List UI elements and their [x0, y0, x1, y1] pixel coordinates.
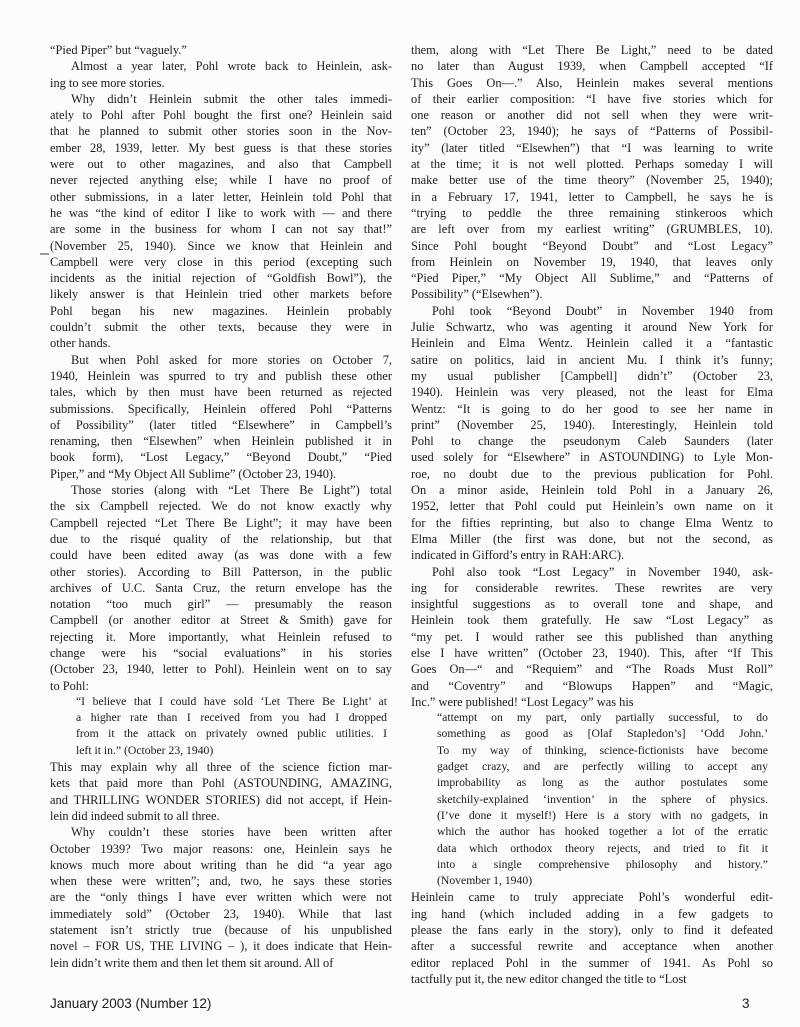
text-line: (I’ve done it myself!) Here is a story with no gadgets, in	[437, 808, 768, 822]
text-line: Heinlein and Elma Wentz. Heinlein called it a “fantastic	[411, 336, 773, 351]
text-line: data which orthodox theory rejects, and tried to fit it	[437, 841, 768, 855]
text-line: Campbell rejected “Let There Be Light”; it may have been	[50, 515, 392, 530]
text-line: satire on politics, laid in ancient Mu. I think it’s funny;	[411, 352, 773, 367]
text-line: one reason or another did not sell when they were writ-	[411, 108, 773, 123]
text-line: after a successful rewrite and acceptance when another	[411, 939, 773, 954]
text-line: he was “the kind of editor I like to work with — and there	[50, 205, 392, 220]
text-line: On a minor aside, Heinlein told Pohl in a January 26,	[411, 483, 773, 498]
paragraph	[50, 91, 392, 352]
text-line: change were his “social evaluations” in his stories	[50, 645, 392, 660]
text-line: kets that paid more than Pohl (ASTOUNDING, AMAZING,	[50, 776, 392, 791]
text-line: Wentz: “It is going to do her good to see her name in	[411, 401, 773, 416]
text-line: ten” (October 23, 1940); he says of “Patterns of Possibil-	[411, 124, 773, 139]
text-line: Possibility” (“Elsewhen”).	[411, 287, 543, 302]
text-line: To my way of thinking, science-fictionists have become	[437, 743, 768, 757]
text-line: make better use of the time theory” (November 25, 1940);	[411, 173, 773, 188]
text-line: into a single comprehensive philosophy and history.”	[437, 857, 768, 871]
text-line: due to the risqué quality of the relationship, but that	[50, 531, 392, 546]
text-line: roe, no doubt due to the previous publication for Pohl.	[411, 466, 773, 481]
text-line: Pohl also took “Lost Legacy” in November 1940, ask-	[432, 564, 773, 579]
paragraph	[50, 759, 392, 824]
text-line: Inc.” were published! “Lost Legacy” was his	[411, 694, 634, 709]
text-line: This may explain why all three of the science fiction mar-	[50, 760, 392, 775]
text-line: submissions. Specifically, Heinlein offered Pohl “Patterns	[50, 401, 392, 416]
text-line: couldn’t submit the other texts, because they were in	[50, 320, 392, 335]
text-line: insightful suggestions as to overall tone and shape, and	[411, 597, 773, 612]
text-line: Why didn’t Heinlein submit the other tales immedi-	[71, 91, 392, 106]
text-line: Heinlein came to truly appreciate Pohl’s wonderful edit-	[411, 890, 773, 905]
text-line: that he planned to submit other stories soon in the Nov-	[50, 124, 392, 139]
text-line: tactfully put it, the new editor changed the title to “Lost	[411, 971, 687, 986]
text-line: Elma Miller (the first was done, but not the second, as	[411, 531, 773, 546]
text-line: October 1939? Two major reasons: one, Heinlein says he	[50, 841, 392, 856]
paragraph	[50, 352, 392, 482]
footer-page-number: 3	[742, 996, 750, 1011]
text-line: when these were written”; and, two, he says these stories	[50, 874, 392, 889]
text-line: no later than August 1939, when Campbell accepted “If	[411, 59, 773, 74]
paragraph	[50, 824, 392, 971]
block-quote	[50, 694, 392, 759]
text-line: rejecting it. More importantly, what Heinlein refused to	[50, 629, 392, 644]
text-line: “I believe that I could have sold ‘Let There Be Light’ at	[76, 694, 387, 708]
text-line: renaming, then “Elsewhen” when Heinlein published it in	[50, 434, 392, 449]
text-line: immediately sold” (October 23, 1940). While that last	[50, 906, 392, 921]
text-line: Campbell were very close in this period (excepting such	[50, 254, 392, 269]
text-line: and “Coventry” and “Blowups Happen” and “Magic,	[411, 678, 773, 693]
text-line: for the fifties reprinting, but also to change Elma Wentz to	[411, 515, 773, 530]
text-line: ing hand (which included adding in a few gadgets to	[411, 906, 773, 921]
text-line: Pohl began his new magazines. Heinlein probably	[50, 303, 392, 318]
text-line: (November 25, 1940). Since we know that Heinlein and	[50, 238, 392, 253]
text-line: 1940). Heinlein was very pleased, not the least for Elma	[411, 385, 773, 400]
text-line: Almost a year later, Pohl wrote back to Heinlein, ask-	[71, 59, 392, 74]
text-line: could have been edited away (as was done with a few	[50, 548, 392, 563]
paragraph	[411, 564, 773, 711]
text-line: of their earlier composition: “I have five stories which for	[411, 91, 773, 106]
text-line: ember 28, 1939, letter. My best guess is that these stories	[50, 140, 392, 155]
text-line: indicated in Gifford’s entry in RAH:ARC).	[411, 548, 625, 563]
text-line: Goes On—“ and “Requiem” and “The Roads Must Roll”	[411, 662, 773, 677]
text-line: were out to other magazines, and also that Campbell	[50, 157, 392, 172]
text-line: (October 23, 1940, letter to Pohl). Heinlein went on to say	[50, 662, 392, 677]
footer-issue-date: January 2003 (Number 12)	[50, 996, 212, 1011]
left-text-column	[50, 42, 392, 971]
text-line: ately to Pohl after Pohl bought the first one? Heinlein said	[50, 108, 392, 123]
text-line: Since Pohl bought “Beyond Doubt” and “Lost Legacy”	[411, 238, 773, 253]
text-line: improbability as long as the author postulates some	[437, 776, 768, 790]
text-line: Heinlein took them gratefully. He saw “Lost Legacy” as	[411, 613, 773, 628]
text-line: at the time; it is not well plotted. Perhaps someday I will	[411, 157, 773, 172]
text-line: other stories). According to Bill Patterson, in the public	[50, 564, 392, 579]
text-line: Pohl took “Beyond Doubt” in November 1940 from	[432, 303, 773, 318]
text-line: This Goes On—.” Also, Heinlein makes several mentions	[411, 75, 773, 90]
text-line: print” (November 25, 1940). Interestingly, Heinlein told	[411, 417, 773, 432]
text-line: are some in the business for whom I can not say that!”	[50, 222, 392, 237]
text-line: are left over from my earliest writing” (GRUMBLES, 10).	[411, 222, 773, 237]
text-line: likely answer is that Heinlein tried other markets before	[50, 287, 392, 302]
text-line: book form), “Lost Legacy,” “Beyond Doubt,” “Pied	[50, 450, 392, 465]
text-line: gadget crazy, and are perfectly willing to accept any	[437, 760, 768, 774]
text-line: tales, which by then must have been returned as rejected	[50, 385, 392, 400]
text-line: please the fans early in the story), only to find it defeated	[411, 923, 773, 938]
text-line: ity” (later titled “Elsewhen”) that “I was learning to write	[411, 140, 773, 155]
text-line: lein didn’t write them and then let them sit around. All of	[50, 955, 334, 970]
text-line: else I have written” (October 23, 1940). This, after “If This	[411, 645, 773, 660]
text-line: are the “only things I have ever written which were not	[50, 890, 392, 905]
text-line: to Pohl:	[50, 678, 89, 693]
text-line: “attempt on my part, only partially successful, to do	[437, 711, 768, 725]
text-line: Campbell (or another editor at Street & Smith) gave for	[50, 613, 392, 628]
text-line: something as good as [Olaf Stapledon’s] ‘Odd John.’	[437, 727, 768, 741]
paragraph	[411, 889, 773, 987]
text-line: Those stories (along with “Let There Be Light”) total	[71, 483, 392, 498]
text-line: 1940, Heinlein was spurred to try and publish these other	[50, 368, 392, 383]
text-line: 1952, letter that Pohl could put Heinlein’s own name on it	[411, 499, 773, 514]
text-line: “trying to peddle the three remaining stinkeroos which	[411, 205, 773, 220]
text-line: sketchily-explained ‘invention’ in the sphere of physics.	[437, 792, 768, 806]
text-line: a higher rate than I received from you had I dropped	[76, 711, 387, 725]
block-quote	[411, 710, 773, 889]
text-line: never rejected anything else; while I have no proof of	[50, 173, 392, 188]
text-line: ing to see more stories.	[50, 75, 165, 90]
text-line: editor replaced Pohl in the summer of 1941. As Pohl so	[411, 955, 773, 970]
text-line: Piper,” and “My Object All Sublime” (October 23, 1940).	[50, 466, 337, 481]
right-text-column	[411, 42, 773, 987]
text-line: “Pied Piper,” “My Object All Sublime,” and “Patterns of	[411, 271, 773, 286]
text-line: other submissions, in a later letter, Heinlein told Pohl that	[50, 189, 392, 204]
paragraph	[50, 42, 392, 58]
text-line: archives of U.C. Santa Cruz, the return envelope has the	[50, 580, 392, 595]
text-line: from it the attack on privately owned public utilities. I	[76, 727, 387, 741]
paragraph	[50, 58, 392, 91]
text-line: Pohl to change the pseudonym Caleb Saunders (later	[411, 434, 773, 449]
text-line: “my pet. I would rather see this published than anything	[411, 629, 773, 644]
text-line: Julie Schwartz, who was agenting it around New York for	[411, 320, 773, 335]
text-line: But when Pohl asked for more stories on October 7,	[71, 352, 392, 367]
text-line: Why couldn’t these stories have been written after	[71, 825, 392, 840]
scan-artifact-mark	[40, 253, 49, 255]
text-line: lein did indeed submit to all three.	[50, 808, 220, 823]
text-line: (November 1, 1940)	[437, 874, 533, 888]
text-line: novel – FOR US, THE LIVING – ), it does indicate that Hein-	[50, 939, 392, 954]
text-line: used solely for “Elsewhere” in ASTOUNDING) to Lyle Mon-	[411, 450, 773, 465]
paragraph	[411, 303, 773, 564]
text-line: which the author has hooked together a lot of the erratic	[437, 825, 768, 839]
paragraph	[411, 42, 773, 303]
text-line: “Pied Piper” but “vaguely.”	[50, 43, 187, 57]
text-line: from Heinlein on November 19, 1940, that leaves only	[411, 254, 773, 269]
text-line: my usual publisher [Campbell] didn’t” (October 23,	[411, 368, 773, 383]
text-line: and THRILLING WONDER STORIES) did not accept, if Hein-	[50, 792, 392, 807]
text-line: knows much more about writing than he did “a year ago	[50, 857, 392, 872]
text-line: of Possibility” (later titled “Elsewhere” in Campbell’s	[50, 417, 392, 432]
paragraph	[50, 482, 392, 694]
text-line: ing for considerable rewrites. These rewrites are very	[411, 580, 773, 595]
text-line: other hands.	[50, 336, 111, 351]
text-line: incidents as the initial rejection of “Goldfish Bowl”), the	[50, 271, 392, 286]
text-line: them, along with “Let There Be Light,” need to be dated	[411, 43, 773, 57]
text-line: left it in.” (October 23, 1940)	[76, 743, 214, 757]
text-line: the six Campbell rejected. We do not know exactly why	[50, 499, 392, 514]
text-line: notation “too much girl” — presumably the reason	[50, 597, 392, 612]
text-line: in a February 17, 1941, letter to Campbell, he says he is	[411, 189, 773, 204]
text-line: statement isn’t strictly true (because of his unpublished	[50, 923, 392, 938]
